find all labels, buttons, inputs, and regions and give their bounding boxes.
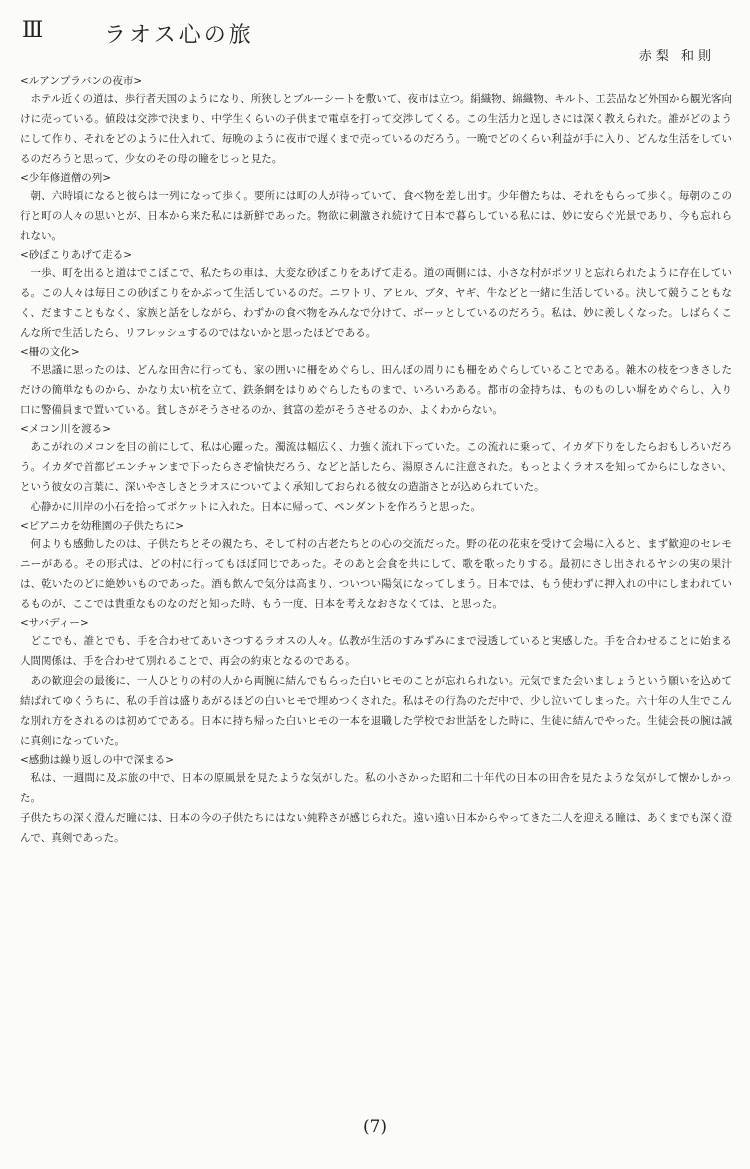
paragraph: ホテル近くの道は、歩行者天国のようになり、所狭しとブルーシートを敷いて、夜市は立つ。絹織物、綿織物、キルト、工芸品など外国から観光客向けに売っている。値段は交渉で決まり、中学生くらいの子供まで電卓を打って交渉してくる。この生活力と逞しさには深く教えられた。誰がどのようにして作り、それをどのように仕入れて、毎晩のように夜市で遅くまで売っているのだろう。一晩でどのくらい利益が手に入り、どんな生活をしているのだろうと思って、少女のその母の瞳をじっと見た。 [20, 93, 732, 165]
essay-body [20, 72, 732, 848]
section-heading: <サバディー> [20, 617, 89, 629]
paragraph: 不思議に思ったのは、どんな田舎に行っても、家の囲いに柵をめぐらし、田んぼの周りにも柵をめぐらしていることである。雑木の枝をつきさしただけの簡単なものから、かなり太い杭を立て、鉄条網をはりめぐらしたものまで、いろいろある。都市の金持ちは、ものものしい塀をめぐらし、入り口に警備員まで置いている。貧しさがそうさせるのか、貧富の差がそうさせるのか、よくわからない。 [20, 364, 732, 416]
section-heading: <柵の文化> [20, 346, 80, 358]
section-dusty-road [20, 248, 732, 343]
paragraph: 何よりも感動したのは、子供たちとその親たち、そして村の古老たちとの心の交流だった。野の花の花束を受けて会場に入ると、まず歓迎のセレモニーがある。その形式は、どの村に行ってもほぼ同じであった。そのあと会食を共にして、歌を歌ったりする。最初にさし出されるヤシの実の果汁は、乾いたのどに絶妙いものであった。酒も飲んで気分は高まり、ついつい陽気になってしまう。日本では、もう使わずに押入れの中にしまわれているものが、ここでは貴重なものなのだと知った時、もう一度、日本を考えなおさなくては、と思った。 [20, 538, 732, 610]
paragraph: どこでも、誰とでも、手を合わせてあいさつするラオスの人々。仏教が生活のすみずみにまで浸透していると実感した。手を合わせることに始まる人間関係は、手を合わせて別れることで、再会の約束となるのである。 [20, 635, 732, 667]
paragraph: 私は、一週間に及ぶ旅の中で、日本の原風景を見たような気がした。私の小さかった昭和二十年代の日本の田舎を見たような気がして懐かしかった。 [20, 772, 732, 804]
section-heading: <感動は繰り返しの中で深まる> [20, 754, 175, 766]
chapter-title: ラオス心の旅 [104, 23, 254, 48]
author-name: 赤梨 和則 [638, 49, 715, 64]
chapter-header [22, 18, 722, 48]
paragraph: 心静かに川岸の小石を拾ってポケットに入れた。日本に帰って、ペンダントを作ろうと思った。 [30, 501, 481, 513]
paragraph: 子供たちの深く澄んだ瞳には、日本の今の子供たちにはない純粋さが感じられた。遠い遠い日本からやってきた二人を迎える瞳は、あくまでも深く澄んで、真剣であった。 [20, 812, 732, 844]
section-fence-culture [20, 345, 732, 420]
section-heading: <ピアニカを幼稚園の子供たちに> [20, 520, 185, 532]
section-deepening-emotion [20, 753, 732, 848]
paragraph: あこがれのメコンを目の前にして、私は心躍った。濁流は幅広く、力強く流れ下っていた。この流れに乗って、イカダ下りをしたらおもしろいだろう。イカダで首都ビエンチャンまで下ったらさぞ愉快だろう、などと話したら、湯原さんに注意された。もっとよくラオスを知ってからにしなさい、という彼女の言葉に、深いやさしさとラオスについてよく承知しておられる彼女の造詣さとが込められていた。 [20, 441, 732, 493]
section-heading: <砂ぼこりあげて走る> [20, 249, 133, 261]
section-heading: <ルアンプラバンの夜市> [20, 75, 143, 87]
chapter-number: Ⅲ [22, 18, 45, 43]
section-young-monks [20, 171, 732, 246]
paragraph: 朝、六時頃になると彼らは一列になって歩く。要所には町の人が待っていて、食べ物を差し出す。少年僧たちは、それをもらって歩く。毎朝のこの行と町の人々の思いとが、日本から来た私には新鮮であった。物欲に刺激され続けて日本で暮らしている私には、妙に安らぐ光景であり、今も忘れられない。 [20, 190, 732, 242]
section-pianica [20, 519, 732, 614]
page-number: (7) [362, 1117, 388, 1137]
paragraph: あの歓迎会の最後に、一人ひとりの村の人から両腕に結んでもらった白いヒモのことが忘れられない。元気でまた会いましょうという願いを込めて結ばれてゆくうちに、私の手首は盛りあがるほどの白いヒモで埋めつくされた。私はその行為のただ中で、少し泣いてしまった。六十年の人生でこんな別れ方をされるのは初めてである。日本に持ち帰った白いヒモの一本を退職した学校でお世話をした時に、生徒に結んでやった。生徒会長の腕は誠に真剣になっていた。 [20, 675, 732, 747]
section-mekong [20, 422, 732, 517]
section-heading: <少年修道僧の列> [20, 172, 112, 184]
section-heading: <メコン川を渡る> [20, 423, 112, 435]
section-sabaidee [20, 616, 732, 751]
section-night-market [20, 74, 732, 169]
paragraph: 一歩、町を出ると道はでこぼこで、私たちの車は、大変な砂ぼこりをあげて走る。道の両側には、小さな村がポツリと忘れられたように存在している。この人々は毎日この砂ぼこりをかぶって生活しているのだ。ニワトリ、アヒル、ブタ、ヤギ、牛などと一緒に生活している。決して競うこともなく、だますこともなく、家族と話をしながら、わずかの食べ物をみんなで分けて、ボーッとしているのだろう。私は、妙に羨しくなった。しばらくこんな所で生活したら、リフレッシュするのではないかと思ったほどである。 [20, 267, 732, 339]
